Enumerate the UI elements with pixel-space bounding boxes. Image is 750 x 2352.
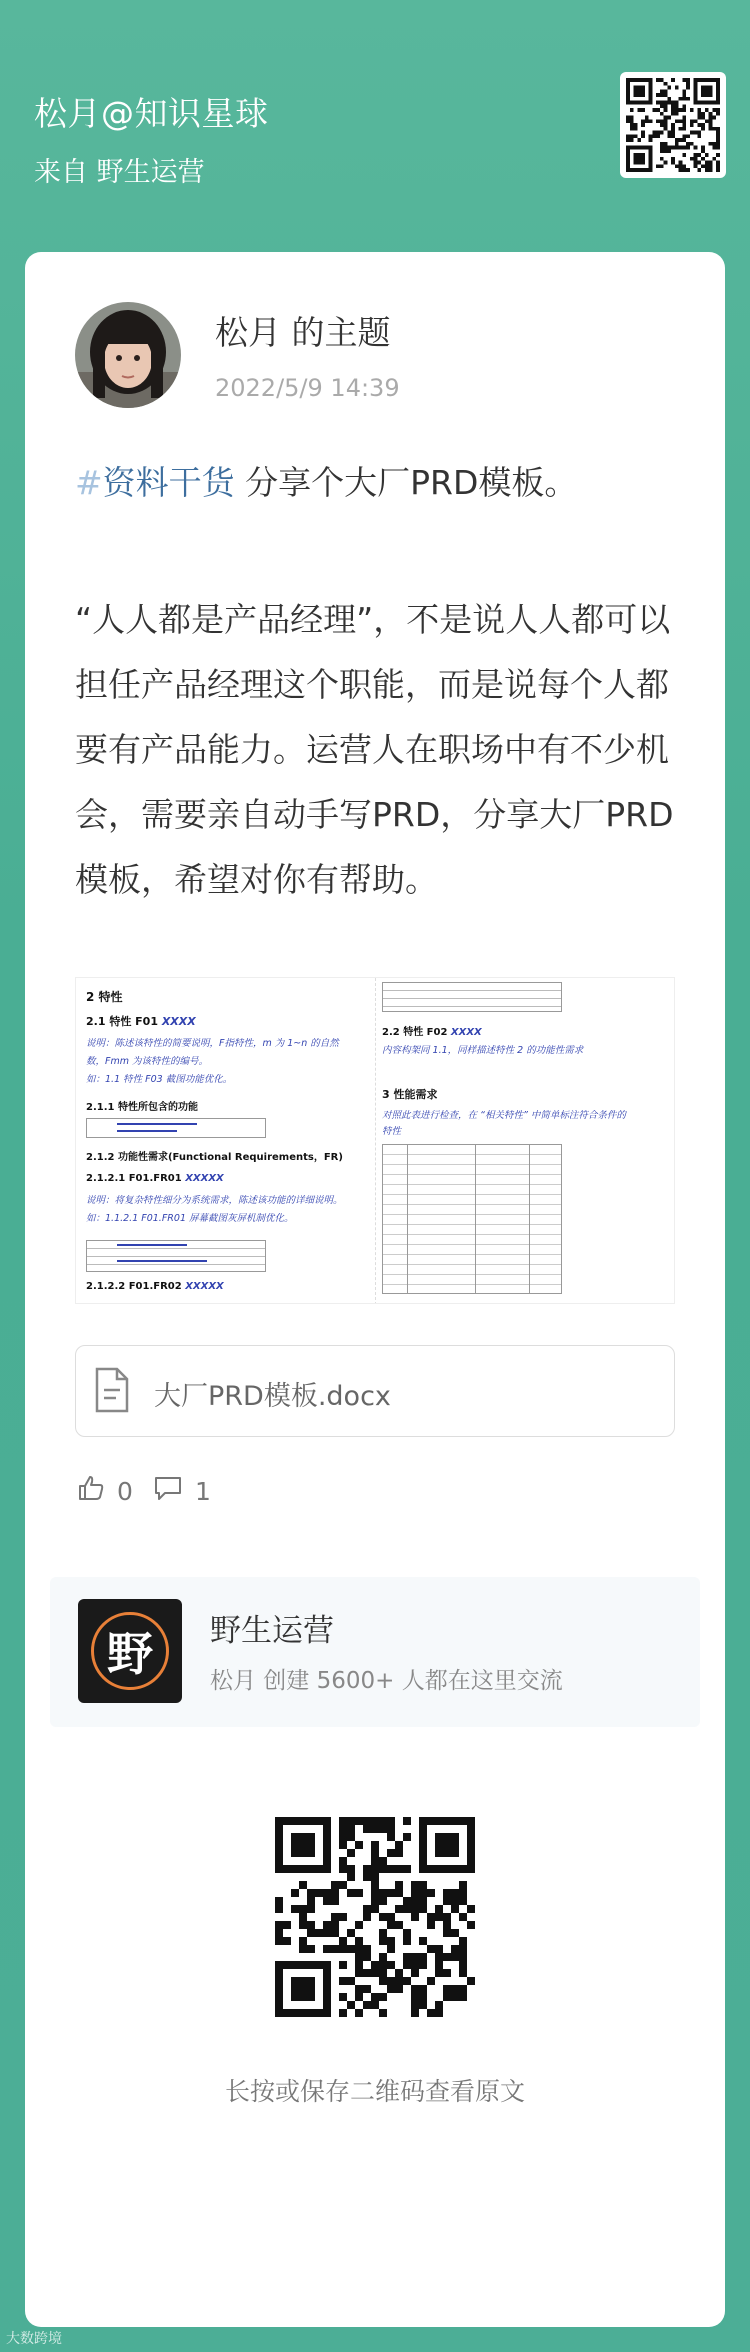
doc-table <box>382 982 562 1012</box>
doc-heading: 2.1.1 特性所包含的功能 <box>86 1102 198 1113</box>
like-button[interactable] <box>77 1474 133 1508</box>
post-card <box>25 252 725 2327</box>
doc-note: 对照此表进行检查，在 “相关特性” 中简单标注符合条件的 <box>382 1110 626 1121</box>
post-body <box>75 587 685 912</box>
header-title: 松月@知识星球 <box>34 94 269 133</box>
topic-tag-link[interactable]: 资料干货 <box>102 463 235 502</box>
doc-heading: 2.1 特性 F01 XXXX <box>86 1015 196 1028</box>
tagline-text: 分享个大厂PRD模板。 <box>234 463 578 502</box>
tag-hash: # <box>75 463 103 502</box>
thumbs-up-icon <box>77 1474 105 1508</box>
group-name: 野生运营 <box>210 1613 334 1649</box>
doc-heading: 3 性能需求 <box>382 1088 438 1101</box>
doc-note: 数，Fmm 为该特性的编号。 <box>86 1056 208 1067</box>
body-line: 担任产品经理这个职能，而是说每个人都 <box>75 665 669 704</box>
doc-table <box>86 1118 266 1138</box>
group-card[interactable] <box>50 1577 700 1727</box>
document-preview-image[interactable] <box>75 977 675 1304</box>
doc-note: 内容构架同 1.1，同样描述特性 2 的功能性需求 <box>382 1045 584 1056</box>
comment-button[interactable] <box>153 1474 211 1508</box>
like-count: 0 <box>117 1476 133 1506</box>
comment-icon <box>153 1474 183 1508</box>
doc-page-right <box>378 978 675 1304</box>
doc-page-left <box>76 978 376 1304</box>
attachment-name: 大厂PRD模板.docx <box>154 1381 391 1412</box>
document-icon <box>94 1366 130 1418</box>
body-line: 要有产品能力。运营人在职场中有不少机 <box>75 730 669 769</box>
doc-note: 如：1.1.2.1 F01.FR01 屏幕截图灰屏机制优化。 <box>86 1213 294 1224</box>
group-description: 松月 创建 5600+ 人都在这里交流 <box>210 1668 563 1694</box>
doc-heading: 2 特性 <box>86 990 123 1004</box>
body-line: “人人都是产品经理”，不是说人人都可以 <box>75 600 671 639</box>
qr-hint: 长按或保存二维码查看原文 <box>224 2077 525 2106</box>
watermark: 大数跨境 <box>6 2331 62 2347</box>
post-tagline <box>75 457 577 504</box>
doc-heading: 2.1.2.1 F01.FR01 XXXXX <box>86 1173 224 1184</box>
doc-note: 说明：将复杂特性细分为系统需求，陈述该功能的详细说明。 <box>86 1195 343 1206</box>
comment-count: 1 <box>195 1476 211 1506</box>
avatar[interactable] <box>75 302 181 408</box>
body-line: 会，需要亲自动手写PRD，分享大厂PRD <box>75 795 674 834</box>
doc-note: 如：1.1 特性 F03 截图功能优化。 <box>86 1074 233 1085</box>
doc-heading: 2.1.2 功能性需求(Functional Requirements，FR) <box>86 1152 343 1163</box>
group-logo <box>78 1599 182 1703</box>
doc-heading: 2.2 特性 F02 XXXX <box>382 1027 482 1038</box>
post-author[interactable]: 松月 的主题 <box>215 313 391 352</box>
body-line: 模板，希望对你有帮助。 <box>75 860 438 899</box>
doc-note: 说明：陈述该特性的简要说明，F指特性，m 为 1~n 的自然 <box>86 1038 339 1049</box>
header-qr-code <box>620 72 726 178</box>
doc-table <box>86 1240 266 1272</box>
header-subtitle: 来自 野生运营 <box>34 157 205 188</box>
group-logo-char: 野 <box>107 1627 153 1681</box>
doc-note: 特性 <box>382 1126 402 1137</box>
qr-code[interactable] <box>275 1817 475 2017</box>
doc-table <box>382 1144 562 1294</box>
doc-heading: 2.1.2.2 F01.FR02 XXXXX <box>86 1281 224 1292</box>
post-date: 2022/5/9 14:39 <box>215 374 400 402</box>
attachment-file[interactable] <box>75 1345 675 1437</box>
